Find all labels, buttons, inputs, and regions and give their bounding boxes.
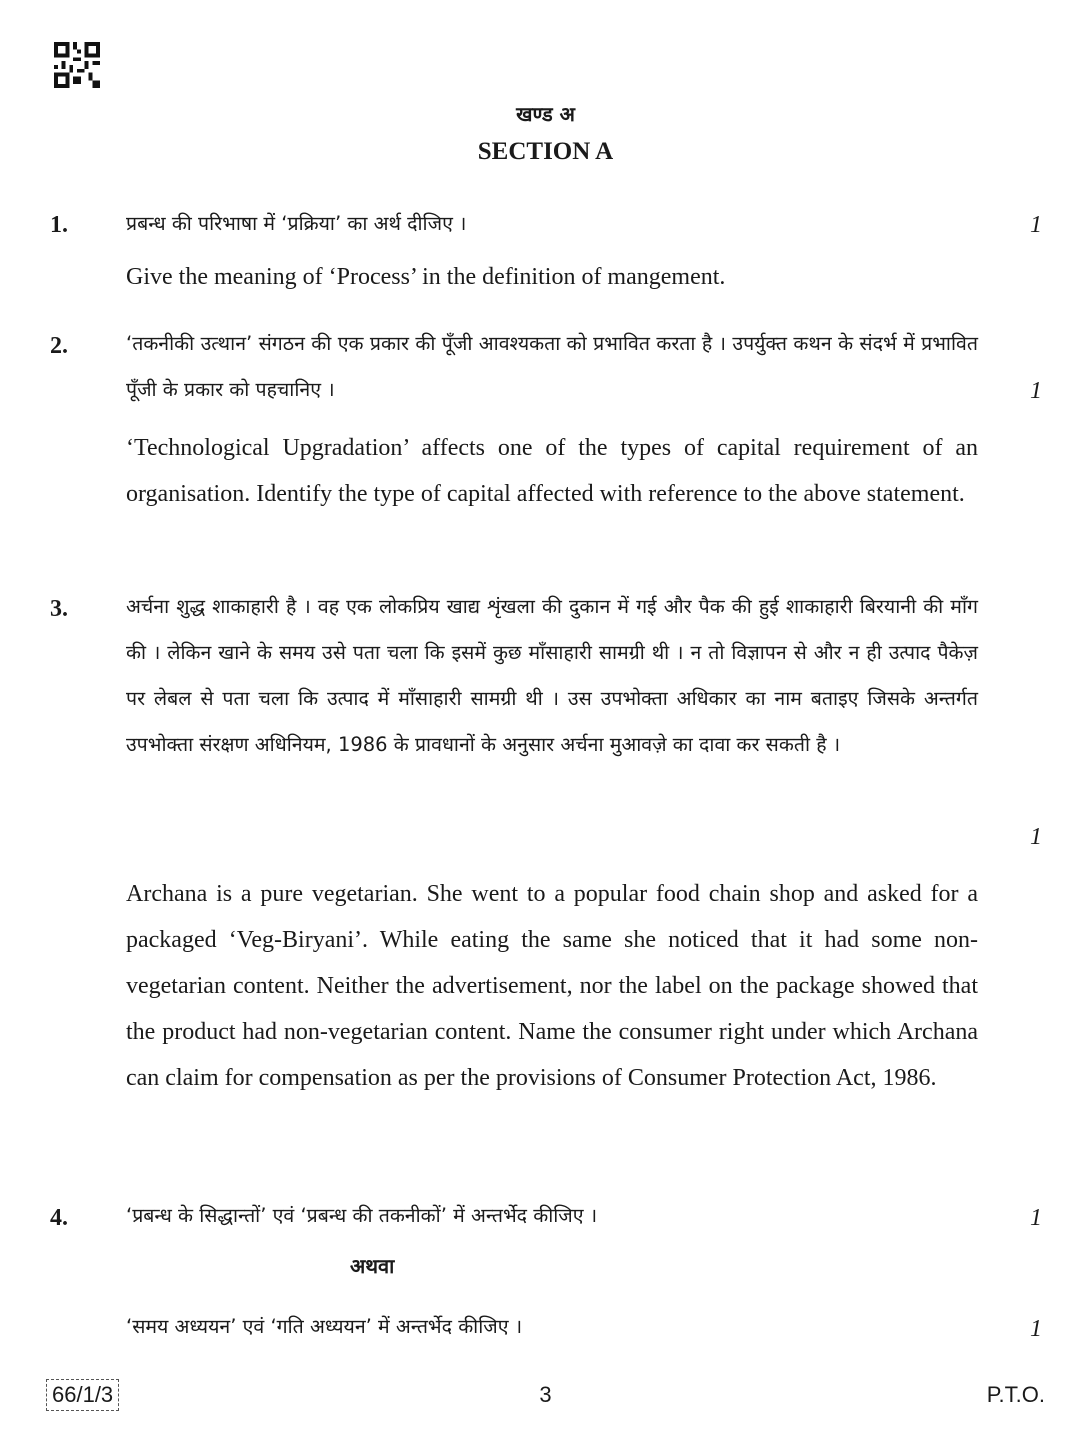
- page-number: 3: [539, 1382, 552, 1407]
- question-3-hindi: अर्चना शुद्ध शाकाहारी है । वह एक लोकप्रिय खाद्य शृंखला की दुकान में गई और पैक की हुई शाकाहारी बिरयानी की माँग की । लेकिन खाने के समय उसे पता चला कि इसमें कुछ माँसाहारी सामग्री थी । न तो विज्ञापन से और न ही उत्पाद पैकेज़ पर लेबल से पता चला कि उत्पाद में माँसाहारी सामग्री थी । उस उपभोक्ता अधिकार का नाम बताइए जिसके अन्तर्गत उपभोक्ता संरक्षण अधिनियम, 1986 के प्रावधानों के अनुसार अर्चना मुआवज़े का दावा कर सकती है ।: [126, 595, 978, 756]
- question-3-english: Archana is a pure vegetarian. She went to a popular food chain shop and asked for a packaged ‘Veg-Biryani’. While eating the same she noticed that it had some non-vegetarian content. Neither the advertisement, nor the label on the package showed that the product had non-vegetarian content. Name the consumer right under which Archana can claim for compensation as per the provisions of Consumer Protection Act, 1986.: [126, 881, 978, 1091]
- question-1-hindi: प्रबन्ध की परिभाषा में ‘प्रक्रिया’ का अर्थ दीजिए ।: [126, 212, 467, 235]
- question-1-marks: 1: [1030, 212, 1042, 238]
- question-2-english: ‘Technological Upgradation’ affects one of the types of capital requirement of an organisation. Identify the type of capital affected with reference to the above statement.: [126, 435, 978, 507]
- question-3-number: 3.: [50, 596, 68, 622]
- question-1-english: Give the meaning of ‘Process’ in the definition of mangement.: [126, 264, 726, 290]
- question-4-hindi: ‘प्रबन्ध के सिद्धान्तों’ एवं ‘प्रबन्ध की तकनीकों’ में अन्तर्भेद कीजिए ।: [126, 1204, 598, 1227]
- question-3-marks: 1: [1030, 824, 1042, 850]
- question-4-marks: 1: [1030, 1205, 1042, 1231]
- section-title-english: SECTION A: [477, 138, 614, 165]
- paper-code: 66/1/3: [46, 1379, 119, 1411]
- question-2-number: 2.: [50, 333, 68, 359]
- or-label: अथवा: [350, 1254, 395, 1278]
- question-2-marks: 1: [1030, 378, 1042, 404]
- question-4-alt-marks: 1: [1030, 1316, 1042, 1342]
- question-1-number: 1.: [50, 212, 68, 238]
- question-4-alt-hindi: ‘समय अध्ययन’ एवं ‘गति अध्ययन’ में अन्तर्भेद कीजिए ।: [126, 1315, 523, 1338]
- qr-code-icon: [53, 42, 101, 88]
- question-4-number: 4.: [50, 1205, 68, 1231]
- question-2-hindi: ‘तकनीकी उत्थान’ संगठन की एक प्रकार की पूँजी आवश्यकता को प्रभावित करता है । उपर्युक्त कथन के संदर्भ में प्रभावित पूँजी के प्रकार को पहचानिए ।: [126, 332, 978, 401]
- pto-label: P.T.O.: [986, 1382, 1045, 1407]
- section-title-hindi: खण्ड अ: [516, 102, 575, 126]
